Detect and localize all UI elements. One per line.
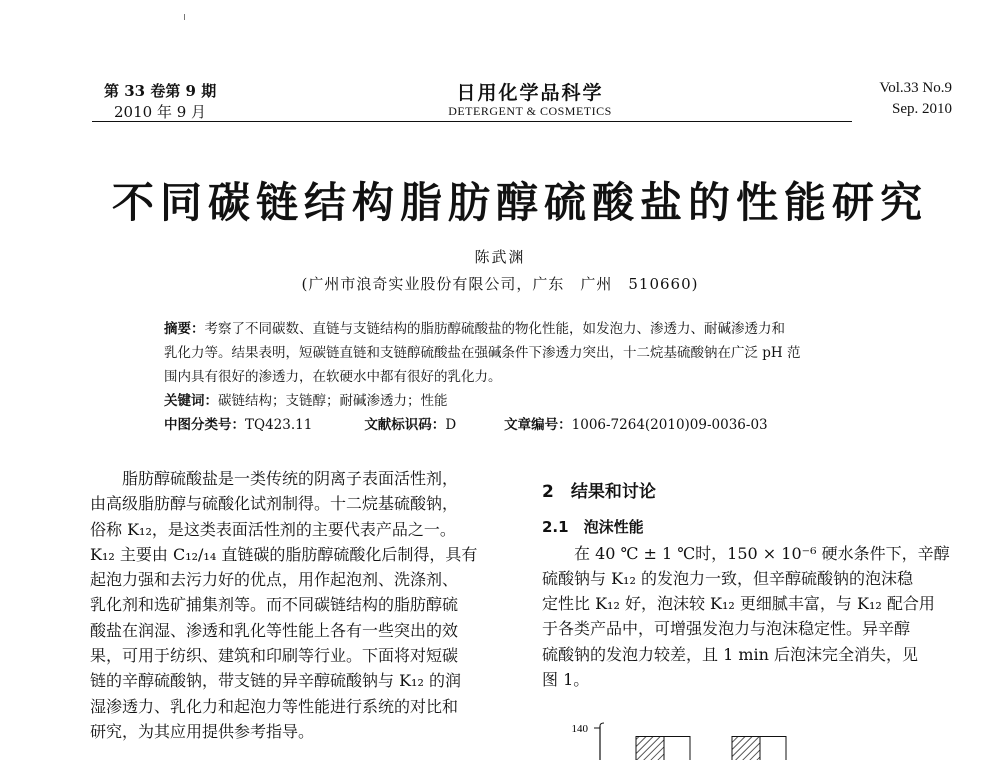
abstract-label: 摘要： xyxy=(164,321,205,337)
bar-hatched xyxy=(636,737,664,760)
subsection-heading: 2.1 泡沫性能 xyxy=(542,518,644,537)
y-tick-label: 140 xyxy=(571,723,588,735)
results-column xyxy=(542,480,954,692)
volume-issue-en: Vol.33 No.9 xyxy=(879,80,952,96)
foam-chart xyxy=(560,716,820,760)
keywords-label: 关键词： xyxy=(164,393,218,409)
doc-code-label: 文献标识码： xyxy=(364,417,446,433)
y-axis-cap xyxy=(600,723,604,726)
intro-line: 湿渗透力、乳化力和起泡力等性能进行系统的对比和 xyxy=(90,696,459,716)
bar-hatched xyxy=(732,737,760,760)
abstract-line: 摘要：考察了不同碳数、直链与支链结构的脂肪醇硫酸盐的物化性能，如发泡力、渗透力、耐碱渗透力和 xyxy=(164,321,785,337)
doc-code-value: D xyxy=(445,417,457,433)
affiliation: (广州市浪奇实业股份有限公司，广东 广州 510660) xyxy=(301,275,699,293)
intro-line: 由高级脂肪醇与硫酸化试剂制得。十二烷基硫酸钠， xyxy=(90,494,459,514)
intro-line: 乳化剂和选矿捕集剂等。而不同碳链结构的脂肪醇硫 xyxy=(90,595,459,615)
bar-plain xyxy=(760,737,786,760)
clc-label: 中图分类号： xyxy=(164,417,245,433)
results-line: 于各类产品中，可增强发泡力与泡沫稳定性。异辛醇 xyxy=(542,619,911,639)
classification-row xyxy=(164,413,768,433)
journal-title-cn: 日用化学品科学 xyxy=(456,82,604,104)
keywords: 关键词：碳链结构；支链醇；耐碱渗透力；性能 xyxy=(164,393,448,409)
results-line: 硫酸钠与 K₁₂ 的发泡力一致，但辛醇硫酸钠的泡沫稳 xyxy=(542,568,913,588)
article-no-value: 1006-7264(2010)09-0036-03 xyxy=(571,417,768,433)
results-line: 在 40 ℃ ± 1 ℃时，150 × 10⁻⁶ 硬水条件下，辛醇 xyxy=(574,543,950,563)
article-title: 不同碳链结构脂肪醇硫酸盐的性能研究 xyxy=(111,178,928,227)
intro-line: 脂肪醇硫酸盐是一类传统的阴离子表面活性剂， xyxy=(122,469,459,488)
journal-title-en: DETERGENT & COSMETICS xyxy=(448,104,612,118)
clc-value: TQ423.11 xyxy=(245,417,313,433)
article-no-label: 文章编号： xyxy=(504,417,572,433)
scan-mark xyxy=(184,14,185,20)
intro-line: 果，可用于纺织、建筑和印刷等行业。下面将对短碳 xyxy=(90,646,459,666)
volume-issue-cn: 第 33 卷第 9 期 xyxy=(104,82,217,100)
abstract-line: 乳化力等。结果表明，短碳链直链和支链醇硫酸盐在强碱条件下渗透力突出，十二烷基硫酸钠在广泛 pH 范 xyxy=(164,345,801,361)
abstract-line: 围内具有很好的渗透力，在软硬水中都有很好的乳化力。 xyxy=(164,369,502,385)
intro-line: 俗称 K₁₂，是这类表面活性剂的主要代表产品之一。 xyxy=(90,519,456,539)
results-line: 图 1。 xyxy=(542,670,590,690)
author: 陈武渊 xyxy=(474,248,526,266)
header-rule xyxy=(92,121,852,122)
intro-line: 酸盐在润湿、渗透和乳化等性能上各有一些突出的效 xyxy=(90,620,459,640)
date-cn: 2010 年 9 月 xyxy=(114,103,207,121)
abstract xyxy=(164,317,896,413)
intro-line: 研究，为其应用提供参考指导。 xyxy=(90,721,315,741)
bar-plain xyxy=(664,737,690,760)
results-line: 硫酸钠的发泡力较差，且 1 min 后泡沫完全消失，见 xyxy=(542,644,919,664)
intro-column xyxy=(90,466,500,744)
section-heading: 2 结果和讨论 xyxy=(542,482,656,502)
intro-line: K₁₂ 主要由 C₁₂/₁₄ 直链碳的脂肪醇硫酸化后制得，具有 xyxy=(90,544,478,564)
date-en: Sep. 2010 xyxy=(892,101,952,117)
results-line: 定性比 K₁₂ 好，泡沫较 K₁₂ 更细腻丰富，与 K₁₂ 配合用 xyxy=(542,594,935,614)
intro-line: 链的辛醇硫酸钠，带支链的异辛醇硫酸钠与 K₁₂ 的润 xyxy=(90,671,461,691)
intro-line: 起泡力强和去污力好的优点，用作起泡剂、洗涤剂、 xyxy=(90,570,459,590)
